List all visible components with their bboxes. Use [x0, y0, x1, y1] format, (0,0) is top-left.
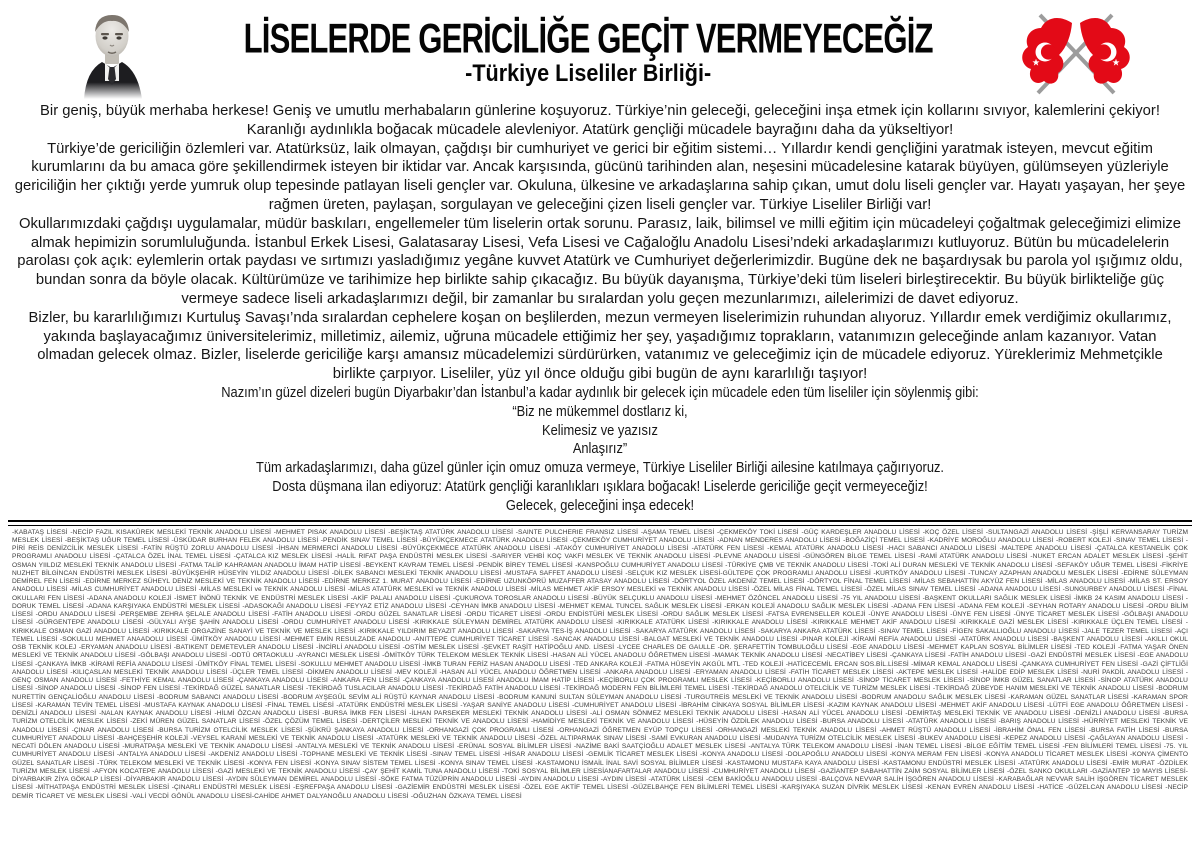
paragraph-3: Okullarımızdaki çağdışı uygulamalar, müdür baskıları, engellemeler tüm liselerin ortak sorunu. Parasız, laik, bilimsel ve milli eğitim için mücadeleyi çoğaltmak geleceğimizi elimize almak hepimizin sorumluluğunda. İstanbul Erkek Lisesi, Galatasaray Lisesi, Vefa Lisesi ve Cağaloğlu Anadolu Lisesi’ndeki arkadaşlarımızı kutluyoruz. Bütün bu mücadelelerin parolası çok açık: eylemlerin ortak paydası ve sırtımızı yasladığımız yegâne kuvvet Atatürk ve Cumhuriyet değerlerimizdir. Bugüne dek ne başardıysak bu parola yol ışığımız oldu, bundan sonra da böyle olacak. Kültürümüze ve tarihimize hep birlikte sahip çıkacağız. Bu büyük dayanışma, Türkiye’deki tüm liseleri birleştirecektir. Bu büyük birlikteliğe güç vermeye sadece liseli arkadaşlarımızı değil, bir zamanlar bu sıralardan yolu geçen mezunlarımızı, ailelerimizi de davet ediyoruz. — [17, 215, 1183, 307]
poem-line-3: Anlaşırız” — [572, 441, 628, 458]
closing-line-3: Gelecek, geleceğini inşa edecek! — [505, 497, 695, 514]
closing-line-1: Tüm arkadaşlarımızı, daha güzel günler için omuz omuza vermeye, Türkiye Liseliler Birliği ailesine katılmaya çağırıyoruz. — [255, 460, 945, 477]
declaration-text — [0, 100, 1200, 516]
turkish-flags-icon — [1016, 9, 1136, 97]
section-divider — [8, 520, 1192, 526]
school-list: -KABATAŞ LİSESİ -NECİP FAZIL KISAKÜREK MESLEKİ TEKNİK ANADOLU LİSESİ -MEHMET PISAK ANADOLU LİSESİ -BEŞİKTAŞ ATATÜRK ANADOLU LİSESİ -SAINTE PULCHERIE FRANSIZ LİSESİ -AŞAMA TEMEL LİSESİ -ÇEKMEKÖY TOKİ LİSESİ -GÜÇ KARDEŞLER ANADOLU LİSESİ -KOÇ ÖZEL LİSESİ -SULTANGAZİ ANADOLU LİSESİ -ŞİŞLİ KERVANSARAY TURİZM MESLEK LİSESİ -BEŞİKTAŞ UĞUR TEMEL LİSESİ -ÜSKÜDAR BURHAN FELEK ANADOLU LİSESİ -PENDİK SINAV TEMEL LİSESİ -BÜYÜKÇEKMECE ATATÜRK ANADOLU LİSESİ -ÇEKMEKÖY CUMHURİYET ANADOLU LİSESİ -ADNAN MENDERES ANADOLU LİSESİ -BOĞAZİÇİ TEMEL LİSESİ -KADRİYE MOROĞLU ANADOLU LİSESİ -ROBERT KOLEJİ -SINAV TEMEL LİSESİ -PİRİ REİS DENİZCİLİK MESLEK LİSESİ -FATİN RÜŞTÜ ZORLU ANADOLU LİSESİ -İHSAN MERMERCİ ANADOLU LİSESİ -BÜYÜKÇEKMECE ATATÜRK ANADOLU LİSESİ -ATAKÖY CUMHURİYET ANADOLU LİSESİ -ATATÜRK FEN LİSESİ -KEMAL ATATÜRK ANADOLU LİSESİ -HACI SABANCI ANADOLU LİSESİ -MALTEPE ANADOLU LİSESİ -ÇATALCA KESTANELİK ÇOK PROGRAMLI ANADOLU LİSESİ -ÇATALCA ÖZEL İNAL TEMEL LİSESİ -ÇATALCA KIZ MESLEK LİSESİ -HALİL RIFAT PAŞA ENDÜSTRİ MESLEK LİSESİ -SARIYER VEHBİ KOÇ VAKFI MESLEK VE TEKNİK ANADOLU LİSESİ -PLEVNE ANADOLU LİSESİ -GÜNGÖREN BİLGE TEMEL LİSESİ -RAMİ ATATÜRK ANADOLU LİSESİ -NUKET ERCAN ADALET MESLEK LİSESİ -ŞEHİT OSMAN YIILDIZ MESLEKİ TEKNİK ANADOLU LİSESİ -FATMA TALİP KAHRAMAN ANADOLU İMAM HATİP LİSESİ -BEYKENT KAVRAM TEMEL LİSESİ -PENDİK BİREY TEMEL LİSESİ -KANSPOĞLU CUMHURİYET ANADOLU LİSESİ -TÜRKİYE ÇMB VE TEKNİK ANADOLU LİSESİ -TOKİ ALİ DURAN MESLEKİ VE TEKNİK ANADOLU LİSESİ -SEFAKÖY UĞUR TEMEL LİSESİ -FİKRİYE NUZHET BİLGİNCAN ENDÜSTRİ MESLEK LİSESİ -BÜYÜKŞEHİR HÜSEYİN YILDIZ ANADOLU LİSESİ -DİLEK SABANCI MESLEKİ TEKNİK ANADOLU LİSESİ -MUSTAFA SAFFET ANADOLU LİSESİ -SELÇUK KIZ MESLEK LİSESİ-GÜLTEPE ÇOK PROGRAMLI ANADOLU LİSESİ -KURTKÖY ANADOLU LİSESİ -TUNCAY AZAPHAN ANADOLU MESLEK LİSESİ -EDİRNE SÜLEYMAN DEMİREL FEN LİSESİ -EDİRNE MERKEZ SÜHEYL DENİZ MESLEKİ VE TEKNİK ANADOLU LİSESİ -EDİRNE MERKEZ 1. MURAT ANADOLU LİSESİ -EDİRNE UZUNKÖPRÜ MUZAFFER ATASAY ANADOLU LİSESİ -DÖRTYOL ÖZEL AKDENİZ TEMEL LİSESİ -DÖRTYOL FİNAL TEMEL LİSESİ -MİLAS SEBAHATTİN AKYÜZ FEN LİSESİ -MİLAS ANADOLU LİSESİ -MİLAS ST. ERSOY ANADOLU LİSESİ -MİLAS CUMHURİYET ANADOLU LİSESİ -MİLAS MESLEKİ ve TEKNİK ANADOLU LİSESİ -MİLAS ATATÜRK MESLEKİ ve TEKNİK ANADOLU LİSESİ -MİLAS MEHMET AKİF ERSOY MESLEKİ ve TEKNİK ANADOLU LİSESİ -ÖZEL MİLAS FİNAL TEMEL LİSESİ -ÖZEL MİLAS SINAV TEMEL LİSESİ -ADANA ANADOLU LİSESİ -SUNGURBEY ANADOLU LİSESİ -FİNAL OKULLARI FEN LİSESİ -ADANA ANADOLU KOLEJİ -İSMET İNÖNÜ TEKNİK VE ENDÜSTRİ MESLEK LİSESİ -AKİF PALALI ANADOLU LİSESİ -ÇUKUROVA TOROSLAR ANADOLU LİSESİ -BÜYÜK SELÇUKLU ANADOLU LİSESİ -MEHMET ÖZÖNCEL ANADOLU LİSESİ -75 YIL ANADOLU LİSESİ -BAŞKENT OKULLARI SAĞLIK MESLEK LİSESİ -İMKB 24 KASIM ANADOLU LİSESİ -DORUK TEMEL LİSESİ -ADANA KARŞIYAKA ENDÜSTRİ MESLEK LİSESİ -ADASOKAĞI ANADOLU LİSESİ -FEYYAZ ETİZ ANADOLU LİSESİ -CEYHAN İMKB ANADOLU LİSESİ -MEHMET KEMAL TUNCEL SAĞLIK MESLEK LİSESİ -ERKAN KOLEJİ ANADOLU SAĞLIK MESLEK LİSESİ -ADANA FEN LİSESİ -ADANA FEM KOLEJİ -SEYHAN ROTARY ANADOLU LİSESİ -ORDU BİLİM LİSESİ -ORDU ANADOLU LİSESİ -PERŞEMBE ZEHRA ŞELALE ANADOLU LİSESİ -FATİH ANADOLU LİSESİ -ORDU GÜZEL SANATLAR LİSESİ -ORDU TİCARET LİSESİ -ORDU ENDİSTÜRİ MESLEK LİSESİ -ORDU SAĞLIK MESLEK LİSESİ -FATSA EVRENSELLER KOLEJİ -ÜNYE ANADOLU LİSESİ -ÜNYE FEN LİSESİ -ÜNYE TİCARET MESLEK LİSESİ -GÖLBAŞI ANADOLU LİSESİ -GÜRGENTEPE ANADOLU LİSESİ -GÜLYALI AYŞE ŞAHİN ANADOLU LİSESİ -ORDU CUMHURİYET ANADOLU LİSESİ -KIRIKKALE SÜLEYMAN DEMİREL ATATÜRK ANADOLU LİSESİ -KIRIKKALE ATATÜRK LİSESİ -KIRIKKALE ANADOLU LİSESİ -KIRIKKALE MEHMET AKİF ANADOLU LİSESİ -KIRIKKALE GAZİ MESLEK LİSESİ -KIRIKKALE ÜÇLEN TEMEL LİSESİ -KIRIKKALE OSMAN GAZİ ANADOLU LİSESİ -KIRIKKALE ORGAZİNE SANAYİ VE TEKNİK VE MESLEK LİSESİ -KIRIKKALE YILDIRIM BEYAZIT ANADOLU LİSESİ -SAKARYA TES-İŞ ANADOLU LİSESİ -SAKARYA ATATÜRK ANADOLU LİSESİ -SAKARYA ANKARA ATATÜRK LİSESİ -SINAV TEMEL LİSESİ -FİGEN SAKALLIOĞLU ANADOLU LİSESİ -JALE TEZER TEMEL LİSESİ -AÇI TEMEL LİSESİ -SOKULLU MEHMET ANAADOLU LİSESİ -ÜMİTKÖY ANADOLU LİSESİ -MEHMET EMİN RESULZADE ANADOLU -ANITTEPE CUMHURİYET TİCARET LİSESİ -SANCAK ANADOLU LİSESİ -BALGAT MESLEKİ VE TEKNİK ANADOLU LİSESİ -PINAR KOLEJİ -KİRAMİ REFİA ANADOLU LİSESİ -ATATÜRK ANADOLU LİSESİ -BAŞKENT ANADOLU LİSESİ -AKILLI OKUL OSB TEKNİK KOLEJ -ERYAMAN ANADOLU LİSESİ -BATIKENT DEMETEVLER ANADOLU LİSESİ -İNCİRLİ ANADOLU LİSESİ -OSTİM MESLEK LİSESİ -ŞEVKET RAŞİT HATİPOĞLU AND. LİSESİ -LYCEE CHARLES DE GAULLE -DR. ŞERAFETTİN TOMBULOĞLU LİSESİ -EGE ANADOLU LİSESİ -MEHMET KAPLAN SOSYAL BİLİMLER LİSESİ -TED KOLEJİ -FATMA YAŞAR ÖNEN MESLEKİ VE TEKNİK ANADOLU LİSESİ -GÖLBAŞI ANADOLU LİSESİ -ODTÜ ORTAOKULU -AYRANCI MESLEK LİSESİ -ÖMİTKÖY TÜRK TELEKOM MESLEK TEKNİK LİSESİ -HASAN ALİ YÜCEL ANADOLU ÖĞRETMEN LİSESİ -MAMAK TEKNİK ANADOLU LİSESİ -NECATİBEY LİSESİ -ÇANKAYA LİSESİ -FATİH ANADOLU LİSESİ -GAZİ ENDÜSTRİ MESLEK LİSESİ -EGE ANADOLU LİSESİ -ÇANKAYA İMKB -KİRAMİ REFİA ANADOLU LİSESİ -ÜMİTKÖY FİNAL TEMEL LİSESİ -SOKULLU MEHMET ANADOLU LİSESİ -İMKB TURAN FERİZ HASAN ANADOLU LİSESİ -TED ANKARA KOLEJİ -FATMA HÜSEYİN AKGÜL MTL -TED KOLEJİ -HATİCECEMİL ERCAN SOS.BİL.LİSESİ -MİMAR KEMAL ANADOLU LİSESİ -ÇANKAYA CUMHURİYET FEN LİSESİ -GAZİ ÇİFTLİĞİ ANADOLU LİSESİ -KILIÇASLAN MESLEKİ TEKNİK ANADOLU LİSESİ -ÜÇLER TEMEL LİSESİ -DİKMEN ANADOLU LİSESİ -MEV KOLEJİ -HASAN ALİ YÜCEL ANADOLU ÖĞRETMEN LİSESİ -ANKARA ANADOLU LİSESİ -ERYAMAN ANADOLU LİSESİ -FATİH TİCARET MESLEK LİSESİ -AKTEPE MESLEK LİSESİ -HALİDE EDİP MESLEK LİSESİ -NURİ PAKDİL ANADOLU LİSESİ -GENÇ OSMAN ANADOLU LİSESİ -FETHİYE KEMAL ANADOLU LİSESİ -ÇANKAYA ANADOLU LİSESİ -ANKARA FEN LİSESİ -ÇANKAYA ANADOLU LİSESİ ANADOLU İMAM HATİP LİSESİ -KEÇİBORLU ÇOK PROGRAMLI MESLEK LİSESİ -KEÇİBORLU ANADOLU LİSESİ -SİNOP TİCARET MESLEK LİSESİ -SİNOP İMKB GÜZEL SANATLAR LİSESİ -SİNOP ATATÜRK ANADOLU LİSESİ -SİNOP ANADOLU LİSESİ -SİNOP FEN LİSESİ -TEKİRDAĞ GÜZEL SANATLAR LİSESİ -TEKİRDAĞ TUSLACILAR ANADOLU LİSESİ -TEKİRDAĞ FATİH ANADOLU LİSESİ -TEKİRDAĞ MODERN FEN BİLİMLERİ TEMEL LİSESİ -TEKİRDAĞ ANADOLU OTELCİLİK VE TURİZM MESLEK LİSESİ -TEKİRDAĞ ZÜBEYDE HANIM MESLEKİ VE TEKNİK ANADOLU LİSESİ -BODRUM NURETTİN GENÇALİOĞLU ANADOLU LİSESİ -BODRUM SABANCI ANADOLU LİSESİ -BODRUM AYŞEGÜL SEVİM ALİ RÜŞTÜ KAYNAR ANADOLU LİSESİ -BODRUM KANUNİ SULTAN SÜLEYMAN ANADOLU LİSESİ -TURGUTREİS MESLEKİ VE TEKNİK ANADOLU LİSESİ -BODRUM ANADOLU SAĞLIK MESLEK LİSESİ -KARAMAN GÜZEL SANATLAR LİSESİ -KARAMAN SPOR LİSESİ -KARAMAN TEVİN TEMEL LİSESİ -MUSTAFA KAYNAK ANADOLU LİSESİ -FİNAL TEMEL LİSESİ -ATATÜRK ENDÜSTRİ MESLEK LİSESİ -YAŞAR SANİYE ANADOLU LİSESİ -CUMHURİYET ANADOLU LİSESİ -İBRAHİM CİNKAYA SOSYAL BİLİMLER LİSESİ -KAZIM KAYNAK ANADOLU LİSESİ -MEHMET AKİF ANADOLU LİSESİ -LÜTFİ EGE ANADOLU ÖĞRETMEN LİSESİ -DENİZLİ ANADOLU LİSESİ -NALAN KAYNAK ANADOLU LİSESİ -HİLMİ ÖZCAN ANADOLU LİSESİ -BURSA İMKB FEN LİSESİ -İLHAN PARSEKER MESLEKİ TEKNİK ANADOLU LİSESİ -ALİ OSMAN SÖNMEZ MESLEKİ TEKNİK ANADOLU LİSESİ -HASAN ALİ YÜCEL ANADOLU LİSESİ -DEMİRTAŞ MESLEKİ TEKNİK VE ANADOLU LİSESİ -DENİZLİ ANADOLU LİSESİ -BURSA TURİZM OTELCİLİK MESLEK LİSESİ -ZEKİ MÜREN GÜZEL SANATLAR LİSESİ -ÖZEL ÇÖZÜM TEMEL LİSESİ -DERTÇİLER MESLEKİ TEKNİK VE ANADOLU LİSESİ -HAMİDİYE MESLEKİ TEKNİK VE ANADOLU LİSESİ -HÜSEYİN ÖZDİLEK ANADOLU LİSESİ -BURSA ANADOLU LİSESİ -ATATÜRK ANADOLU LİSESİ -BARIŞ ANADOLU LİSESİ -HÜRRİYET MESLEKİ TEKNİK VE ANADOLU LİSESİ -ÇINAR ANADOLU LİSESİ -BURSA TURİZM OTELCİLİK MESLEK LİSESİ -ŞÜKRÜ ŞANKAYA ANADOLU LİSESİ -ORHANGAZİ ÇOK PROGRAMLI LİSESİ -ORHANGAZİ ÖĞRETMEN EYÜP TOPÇU LİSESİ -ORHANGAZİ MESLEKİ TEKNİK ANADOLU LİSESİ -AHMET RÜŞTÜ ANADOLU LİSESİ -İBRAHİM ÖNAL FEN LİSESİ -BURSA FATİH LİSESİ -BURSA CUMHURİYET ANADOLU LİSESİ -BAHÇEŞEHİR KOLEJİ -VEYSEL KARANİ MESLEKİ VE TEKNİK ANADOLU LİSESİ -ATATÜRK MESLEKİ VE TEKNİK ANADOLU LİSESİ -ÖZEL ALTIPARMAK SINAV LİSESİ -SAMİ EVKURAN ANADOLU LİSESİ -MUDANYA TURİZM OTELCİLİK MESLEK LİSESİ -BUKEV ANADOLU LİSESİ -KEPEZ ANADOLU LİSESİ -ÇAĞLAYAN ANADOLU LİSESİ -NECATİ DÖLEN ANADOLU LİSESİ -MURATPAŞA MESLEKİ VE TEKNİK ANADOLU LİSESİ -ANTALYA MESLEKİ VE TEKNİK ANADOLU LİSESİ -ERÜNAL SOSYAL BİLİMLER LİSESİ -NAZİME BAKİ SAATÇİOĞLU ADALET MESLEK LİSESİ -ANTALYA TÜRK TELEKOM ANADOLU LİSESİ -İNAN TEMEL LİSESİ -BİLGE EĞİTİM TEMEL LİSESİ -FEN BİLİMLERİ TEMEL LİSESİ -75. YIL CUMHURİYET ANADOLU LİSESİ -ANTALYA ANADOLU LİSESİ -AKDENİZ ANADOLU LİSESİ -TOPHANE MESLEKİ VE TEKNİK LİSESİ -SINAV TEMEL LİSESİ -HİSAR ANADOLU LİSESİ -GEMLİK TİCARET MESLEK LİSESİ -KONYA ANADOLU LİSESİ -DOLAPOĞLU ANADOLU LİSESİ -KONYA MERAM FEN LİSESİ -KONYA ANADOLU TİCARET MESLEK LİSESİ -KONYA ÇİMENTO GÜZEL SANATLAR LİSESİ -TÜRK TELEKOM MESLEKİ VE TEKNİK LİSESİ -KONYA FEN LİSESİ -KONYA SINAV SİSTEM TEMEL LİSESİ -KONYA SINAV TEMEL LİSESİ -KASTAMONU İSMAİL İNAL SAVİ SOSYAL BİLİMLER LİSESİ -KASTAMONU MUSTAFA KAYA ANADOLU LİSESİ -KASTAMONU ENDÜSTRİ MESLEK LİSESİ -ATATÜRK ANADOLU LİSESİ -EMİR MURAT -ÖZDİLEK TURİZM MESLEK LİSESİ -AFYON KOCATEPE ANADOLU LİSESİ -GAZİ MESLEKİ VE TEKNİK ANADOLU LİSESİ -ÇAY ŞEHİT KAMİL TUNA ANADOLU LİSESİ -TOKİ SOSYAL BİLİMLER LİSESİANAFARTALAR ANADOLU LİSESİ -CUMHURİYET ANADOLU LİSESİ -GAZİANTEP SABAHATTİN ZAİM SOSYAL BİLİMLER LİSESİ -ÖZEL SANKO OKULLARI -GAZİANTEP 19 MAYIS LİSESİ-DİYARBAKIR ZİYA GÖKALP LİSESİ -DİYARBAKIR ANADOLU LİSESİ -AYDIN SÜLEYMAN DEMİREL ANADOLU LİSESİ -SÖKE FATMA TÜZÜPRİN ANADOLU LİSESİ -AYDIN ANADOLU LİSESİ -AYDIN LİSESİ -ATATÜRK LİSESİ -CEM BAKİOĞLU ANADOLU LİSESİ -BALÇOVA NEVVAR SALİH İŞGÖREN ANADOLU LİSESİ -KARABAĞLAR NEVVAR SALİH İŞGÖREN TİCARET MESLEK LİSESİ -MİTHATPAŞA ENDÜSTRİ MESLEK LİSESİ -ÇINARLI ENDÜSTRİ MESLEK LİSESİ -EŞREFPAŞA ANADOLU LİSESİ -GAZİEMİR ENDÜSTRİ MESLEK LİSESİ -ÖZEL EGE AKTİF TEMEL LİSESİ -GÜZELBAHÇE FEN BİLİMLERİ TEMEL LİSESİ -KARŞIYAKA SUZAN DİVRİK MESLEK LİSESİ -KENAN EVREN ANADOLU LİSESİ -HATİCE -GÜZELCAN ANADOLU LİSESİ -NECİP DEMİR TİCARET VE MESLEK LİSESİ -VALİ VECDİ GÖNÜL ANADOLU LİSESİ-CAHİDE AHMET DALYANOĞLU ANADOLU LİSESİ -OĞUZHAN ÖZKAYA TEMEL LİSESİ — [12, 528, 1188, 800]
poem-intro: Nazım’ın güzel dizeleri bugün Diyarbakır’dan İstanbul’a kadar aydınlık bir gelecek için mücadele eden tüm liseliler için söylenmiş gibi: — [221, 384, 979, 401]
paragraph-4: Bizler, bu kararlılığımızı Kurtuluş Savaşı’nda sıralardan cephelere koşan on beşlilerden, mezun vermeyen liselerimizin ruhundan alıyoruz. Yıllardır emek verdiğimiz okullarımız, yakında başlayacağımız üniversitelerimiz, milletimiz, ailemiz, uğruna mücadele ettiğimiz her şey, yaşadığımız toprakların, vatanımızın geleceğinde anlam kazanıyor. Vatan olmadan gelecek olmaz. Bizler, liselerde gericiliğe karşı amansız mücadelemizi sürdürürken, vatanımız ve geleceğimiz için de mücadele ediyoruz. Yüreklerimiz Mehmetçikle birlikte çarpıyor. Liseliler, yüz yıl önce olduğu gibi bugün de aynı kararlılığı taşıyor! — [28, 309, 1172, 383]
poem-line-1: “Biz ne mükemmel dostlarız ki, — [512, 403, 688, 420]
ataturk-portrait-image — [64, 7, 160, 99]
page-title: LİSELERDE GERİCİLİĞE GEÇİT VERMEYECEĞİZ — [243, 15, 933, 62]
header — [0, 0, 1200, 100]
title-block — [178, 15, 998, 87]
paragraph-1: Bir geniş, büyük merhaba herkese! Geniş ve umutlu merhabaların günlerine koşuyoruz. Türkiye’nin geleceği, geleceğini inşa etmek için kollarını sıvıyor, kalemlerini çekiyor! Karanlığı aydınlıkla boğacak mücadele alevleniyor. Atatürk gençliği mücadele bayrağını daha da yükseltiyor! — [40, 103, 1160, 138]
closing-line-2: Dosta düşmana ilan ediyoruz: Atatürk gençliği karanlıkları ışıklara boğacak! Liselerde gericiliğe geçit vermeyeceğiz! — [272, 478, 928, 495]
paragraph-2: Türkiye’de gericiliğin özlemleri var. Atatürksüz, laik olmayan, çağdışı bir cumhuriyet ve gerici bir eğitim sistemi… Yıllardır kendi gençliğini yaratmak isteyen, mevcut eğitim kurumlarını da bu amaca göre şekillendirmek isteyen bir iktidar var. Ancak karşısında, gücünü tarihinden alan, neşesini mücadelesine katarak büyüyen, gülümseyen yüzleriyle gericiliğin her çıktığı yerde yumruk olup tepesinde patlayan liseli gençler var. Okuluna, ülkesine ve arkadaşlarına sahip çıkan, umut dolu liseli gençler var. Hayatı yaşayan, her şeye rağmen üreten, paylaşan, sorgulayan ve geleceğini çizen liseli gençler var. Türkiye Liseliler Birliği var! — [14, 140, 1186, 213]
page-subtitle: -Türkiye Liseliler Birliği- — [464, 59, 712, 87]
poem-line-2: Kelimesiz ve yazısız — [542, 422, 658, 439]
